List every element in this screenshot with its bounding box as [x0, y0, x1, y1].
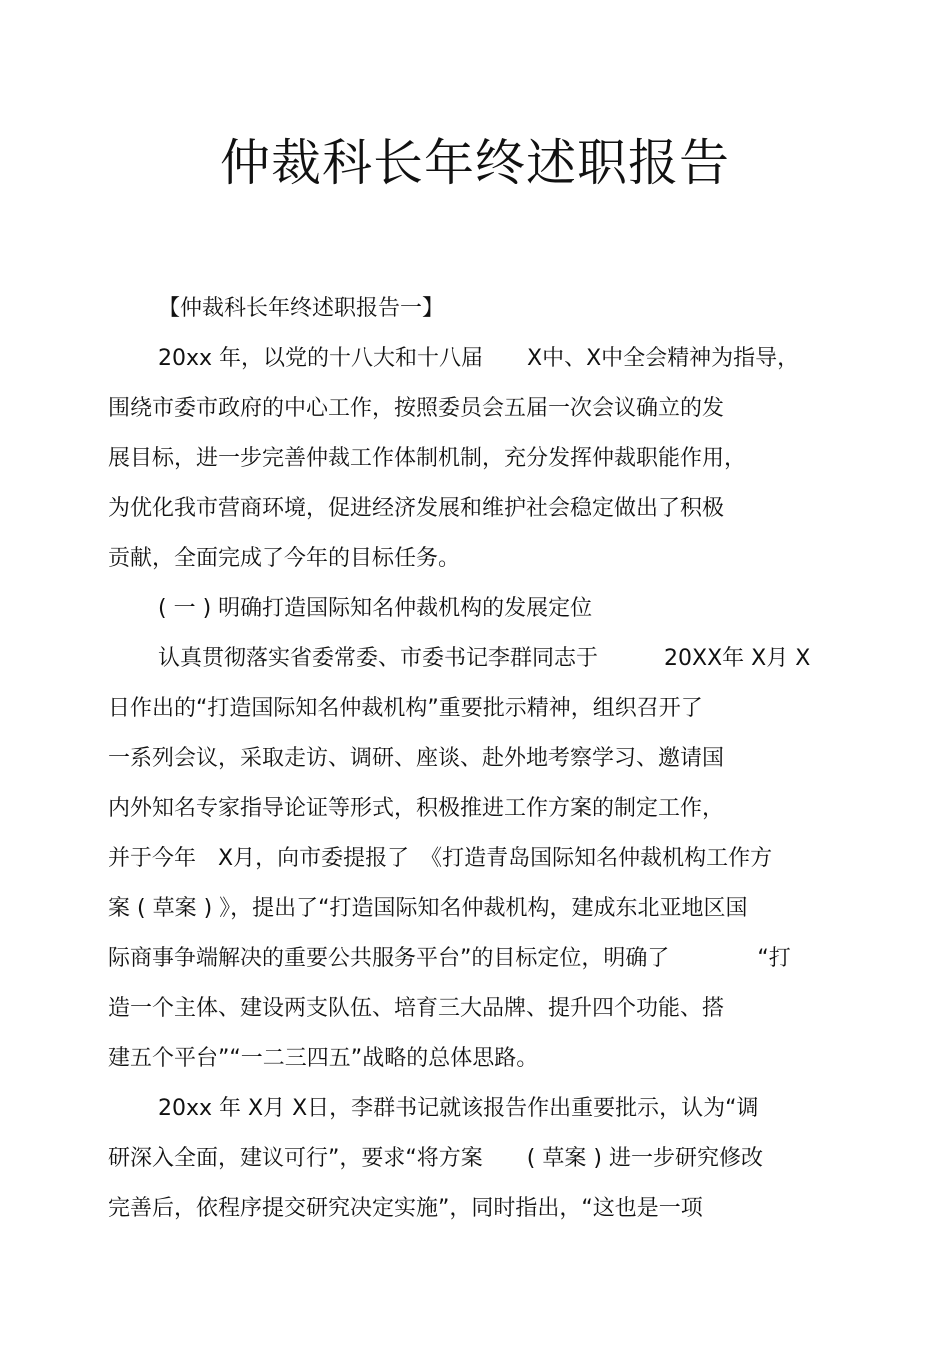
paragraph-line: 贡献，全面完成了今年的目标任务。 — [108, 546, 461, 571]
paragraph-line: 际商事争端解决的重要公共服务平台”的目标定位，明确了 “打 — [108, 946, 791, 971]
paragraph-line: 认真贯彻落实省委常委、市委书记李群同志于 20XX年 X月 X — [158, 646, 811, 671]
subsection-heading: ( 一 ) 明确打造国际知名仲裁机构的发展定位 — [158, 596, 593, 621]
paragraph-line: 并于今年 X月，向市委提报了 《打造青岛国际知名仲裁机构工作方 — [108, 846, 773, 871]
paragraph-line: 建五个平台”“一二三四五”战略的总体思路。 — [108, 1046, 539, 1071]
paragraph-line: 20xx 年 X月 X日，李群书记就该报告作出重要批示，认为“调 — [158, 1096, 759, 1121]
paragraph-line: 内外知名专家指导论证等形式，积极推进工作方案的制定工作， — [108, 796, 725, 821]
paragraph-line: 研深入全面，建议可行”，要求“将方案 ( 草案 ) 进一步研究修改 — [108, 1146, 763, 1171]
paragraph-line: 为优化我市营商环境，促进经济发展和维护社会稳定做出了积极 — [108, 496, 725, 521]
paragraph-line: 造一个主体、建设两支队伍、培育三大品牌、提升四个功能、搭 — [108, 996, 725, 1021]
paragraph-line: 完善后，依程序提交研究决定实施”，同时指出，“这也是一项 — [108, 1196, 703, 1221]
paragraph-line: 20xx 年，以党的十八大和十八届 X中、X中全会精神为指导， — [158, 346, 800, 371]
paragraph-line: 展目标，进一步完善仲裁工作体制机制，充分发挥仲裁职能作用， — [108, 446, 747, 471]
paragraph-line: 一系列会议，采取走访、调研、座谈、赴外地考察学习、邀请国 — [108, 746, 725, 771]
paragraph-line: 案 ( 草案 ) 》，提出了“打造国际知名仲裁机构，建成东北亚地区国 — [108, 896, 748, 921]
paragraph-line: 日作出的“打造国际知名仲裁机构”重要批示精神，组织召开了 — [108, 696, 703, 721]
paragraph-line: 围绕市委市政府的中心工作，按照委员会五届一次会议确立的发 — [108, 396, 725, 421]
document-title: 仲裁科长年终述职报告 — [220, 134, 730, 192]
section-heading: 【仲裁科长年终述职报告一】 — [158, 296, 445, 321]
